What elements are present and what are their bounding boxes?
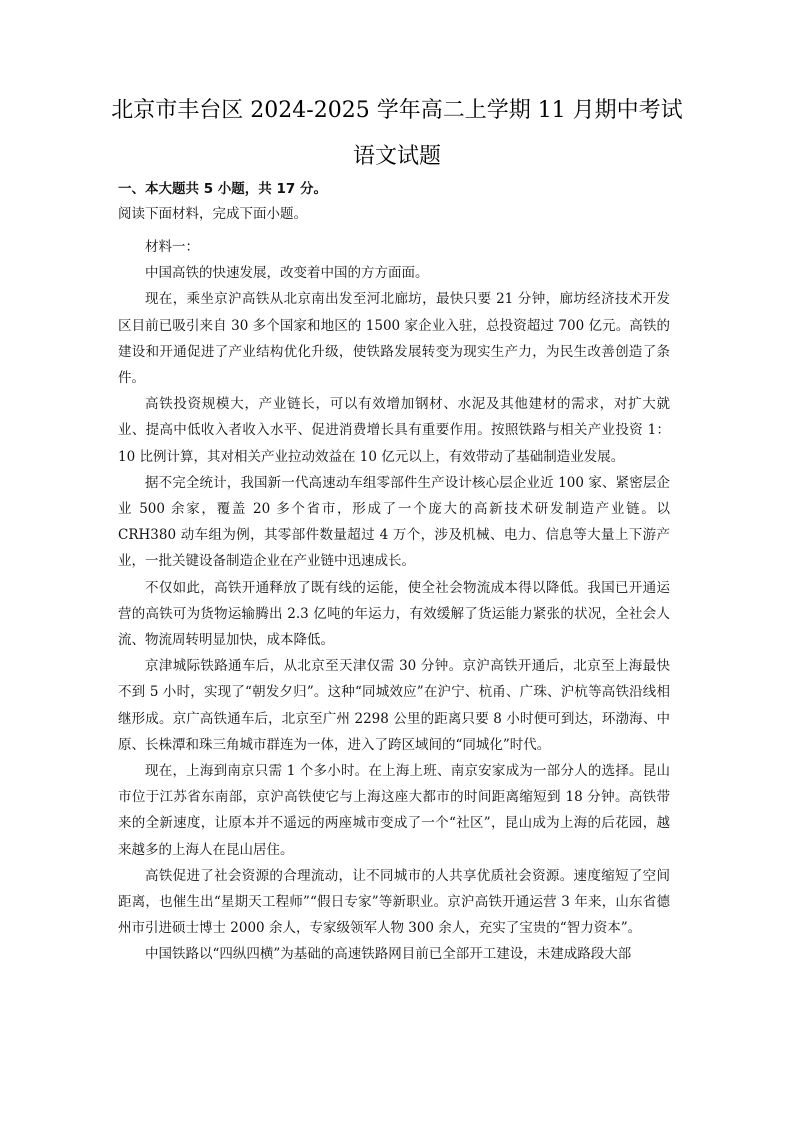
paragraph: 现在，乘坐京沪高铁从北京南出发至河北廊坊，最快只要 21 分钟，廊坊经济技术开发区目前已吸引来自 30 多个国家和地区的 1500 家企业入驻，总投资超过 700 亿元。高铁的建设和开通促进了产业结构优化升级，使铁路发展转变为现实生产力，为民生改善创造了条件。 [118, 291, 670, 387]
paragraph: 高铁投资规模大，产业链长，可以有效增加钢材、水泥及其他建材的需求，对扩大就业、提高中低收入者收入水平、促进消费增长具有重要作用。按照铁路与相关产业投资 1：10 比例计算，其对相关产业拉动效益在 10 亿元以上，有效带动了基础制造业发展。 [118, 396, 670, 465]
exam-subtitle: 语文试题 [352, 144, 441, 169]
paragraph: 中国高铁的快速发展，改变着中国的方方面面。 [145, 265, 429, 282]
instruction-text: 阅读下面材料，完成下面小题。 [118, 206, 307, 222]
section-heading: 一、本大题共 5 小题，共 17 分。 [118, 181, 327, 197]
paragraph: 高铁促进了社会资源的合理流动，让不同城市的人共享优质社会资源。速度缩短了空间距离，也催生出“星期天工程师”“假日专家”等新职业。京沪高铁开通运营 3 年来，山东省德州市引进硕士博士 2000 余人，专家级领军人物 300 余人，充实了宝贵的“智力资本”。 [118, 867, 670, 937]
paragraph: 现在，上海到南京只需 1 个多小时。在上海上班、南京安家成为一部分人的选择。昆山市位于江苏省东南部，京沪高铁使它与上海这座大都市的时间距离缩短到 18 分钟。高铁带来的全新速度，让原本并不遥远的两座城市变成了一个“社区”，昆山成为上海的后花园，越来越多的上海人在昆山居住。 [118, 763, 670, 858]
material-body [118, 234, 670, 968]
paragraph: 京津城际铁路通车后，从北京至天津仅需 30 分钟。京沪高铁开通后，北京至上海最快不到 5 小时，实现了“朝发夕归”。这种“同城效应”在沪宁、杭甬、广珠、沪杭等高铁沿线相继形成。京广高铁通车后，北京至广州 2298 公里的距离只要 8 小时便可到达，环渤海、中原、长株潭和珠三角城市群连为一体，进入了跨区域间的“同城化”时代。 [118, 658, 670, 753]
paragraph: 不仅如此，高铁开通释放了既有线的运能，使全社会物流成本得以降低。我国已开通运营的高铁可为货物运输腾出 2.3 亿吨的年运力，有效缓解了货运能力紧张的状况，全社会人流、物流周转明显加快，成本降低。 [118, 579, 670, 649]
material-label: 材料一： [145, 239, 199, 255]
exam-title: 北京市丰台区 2024-2025 学年高二上学期 11 月期中考试 [111, 98, 683, 123]
paragraph: 中国铁路以“四纵四横”为基础的高速铁路网目前已全部开工建设，未建成路段大部 [145, 946, 632, 963]
paragraph: 据不完全统计，我国新一代高速动车组零部件生产设计核心层企业近 100 家、紧密层企业 500 余家，覆盖 20 多个省市，形成了一个庞大的高新技术研发制造产业链。以 CRH380 动车组为例，其零部件数量超过 4 万个，涉及机械、电力、信息等大量上下游产业，一批关键设备制造企业在产业链中迅速成长。 [118, 474, 670, 570]
